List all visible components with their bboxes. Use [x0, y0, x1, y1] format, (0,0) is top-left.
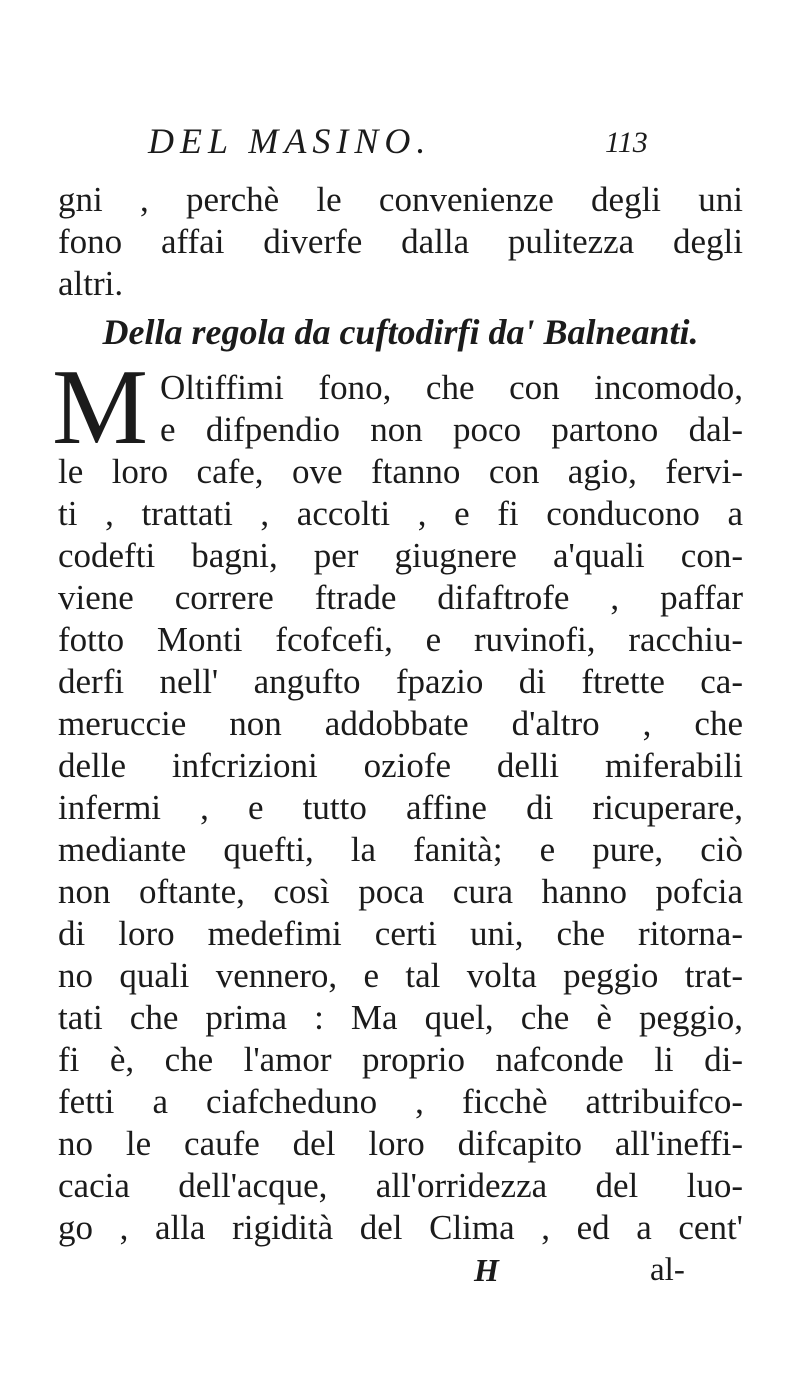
text-line: gni , perchè le convenienze degli uni [58, 180, 743, 219]
text-line: fono affai diverfe dalla pulitezza degli [58, 222, 743, 261]
page-number: 113 [605, 126, 648, 159]
running-head [0, 120, 801, 170]
drop-cap: M [52, 348, 149, 467]
text-line: non oftante, così poca cura hanno pofcia [58, 872, 743, 911]
page-footer [0, 1252, 801, 1292]
text-line: meruccie non addobbate d'altro , che [58, 704, 743, 743]
text-line: e difpendio non poco partono dal- [160, 410, 743, 449]
text-line: Oltiffimi fono, che con incomodo, [160, 368, 743, 407]
text-line: ti , trattati , accolti , e fi conducono a [58, 494, 743, 533]
text-line: altri. [58, 264, 124, 303]
text-line: di loro medefimi certi uni, che ritorna- [58, 914, 743, 953]
text-line: no quali vennero, e tal volta peggio trat- [58, 956, 743, 995]
signature-mark: H [474, 1252, 499, 1288]
text-line: codefti bagni, per giugnere a'quali con- [58, 536, 743, 575]
text-line: mediante quefti, la fanità; e pure, ciò [58, 830, 743, 869]
text-line: fetti a ciafcheduno , ficchè attribuifco- [58, 1082, 743, 1121]
text-line: delle infcrizioni oziofe delli miferabili [58, 746, 743, 785]
section-heading: Della regola da cuftodirfi da' Balneanti. [102, 312, 699, 352]
text-line: cacia dell'acque, all'orridezza del luo- [58, 1166, 743, 1205]
text-line: viene correre ftrade difaftrofe , paffar [58, 578, 743, 617]
text-line: no le caufe del loro difcapito all'ineffi- [58, 1124, 743, 1163]
text-line: fotto Monti fcofcefi, e ruvinofi, racchiu- [58, 620, 743, 659]
running-head-title: DEL MASINO. [148, 121, 432, 161]
text-line: fi è, che l'amor proprio nafconde li di- [58, 1040, 743, 1079]
catchword: al- [650, 1252, 685, 1288]
text-line: le loro cafe, ove ftanno con agio, fervi- [58, 452, 743, 491]
text-line: derfi nell' angufto fpazio di ftrette ca- [58, 662, 743, 701]
text-line: tati che prima : Ma quel, che è peggio, [58, 998, 743, 1037]
text-line: go , alla rigidità del Clima , ed a cent' [58, 1208, 743, 1247]
text-line: infermi , e tutto affine di ricuperare, [58, 788, 743, 827]
